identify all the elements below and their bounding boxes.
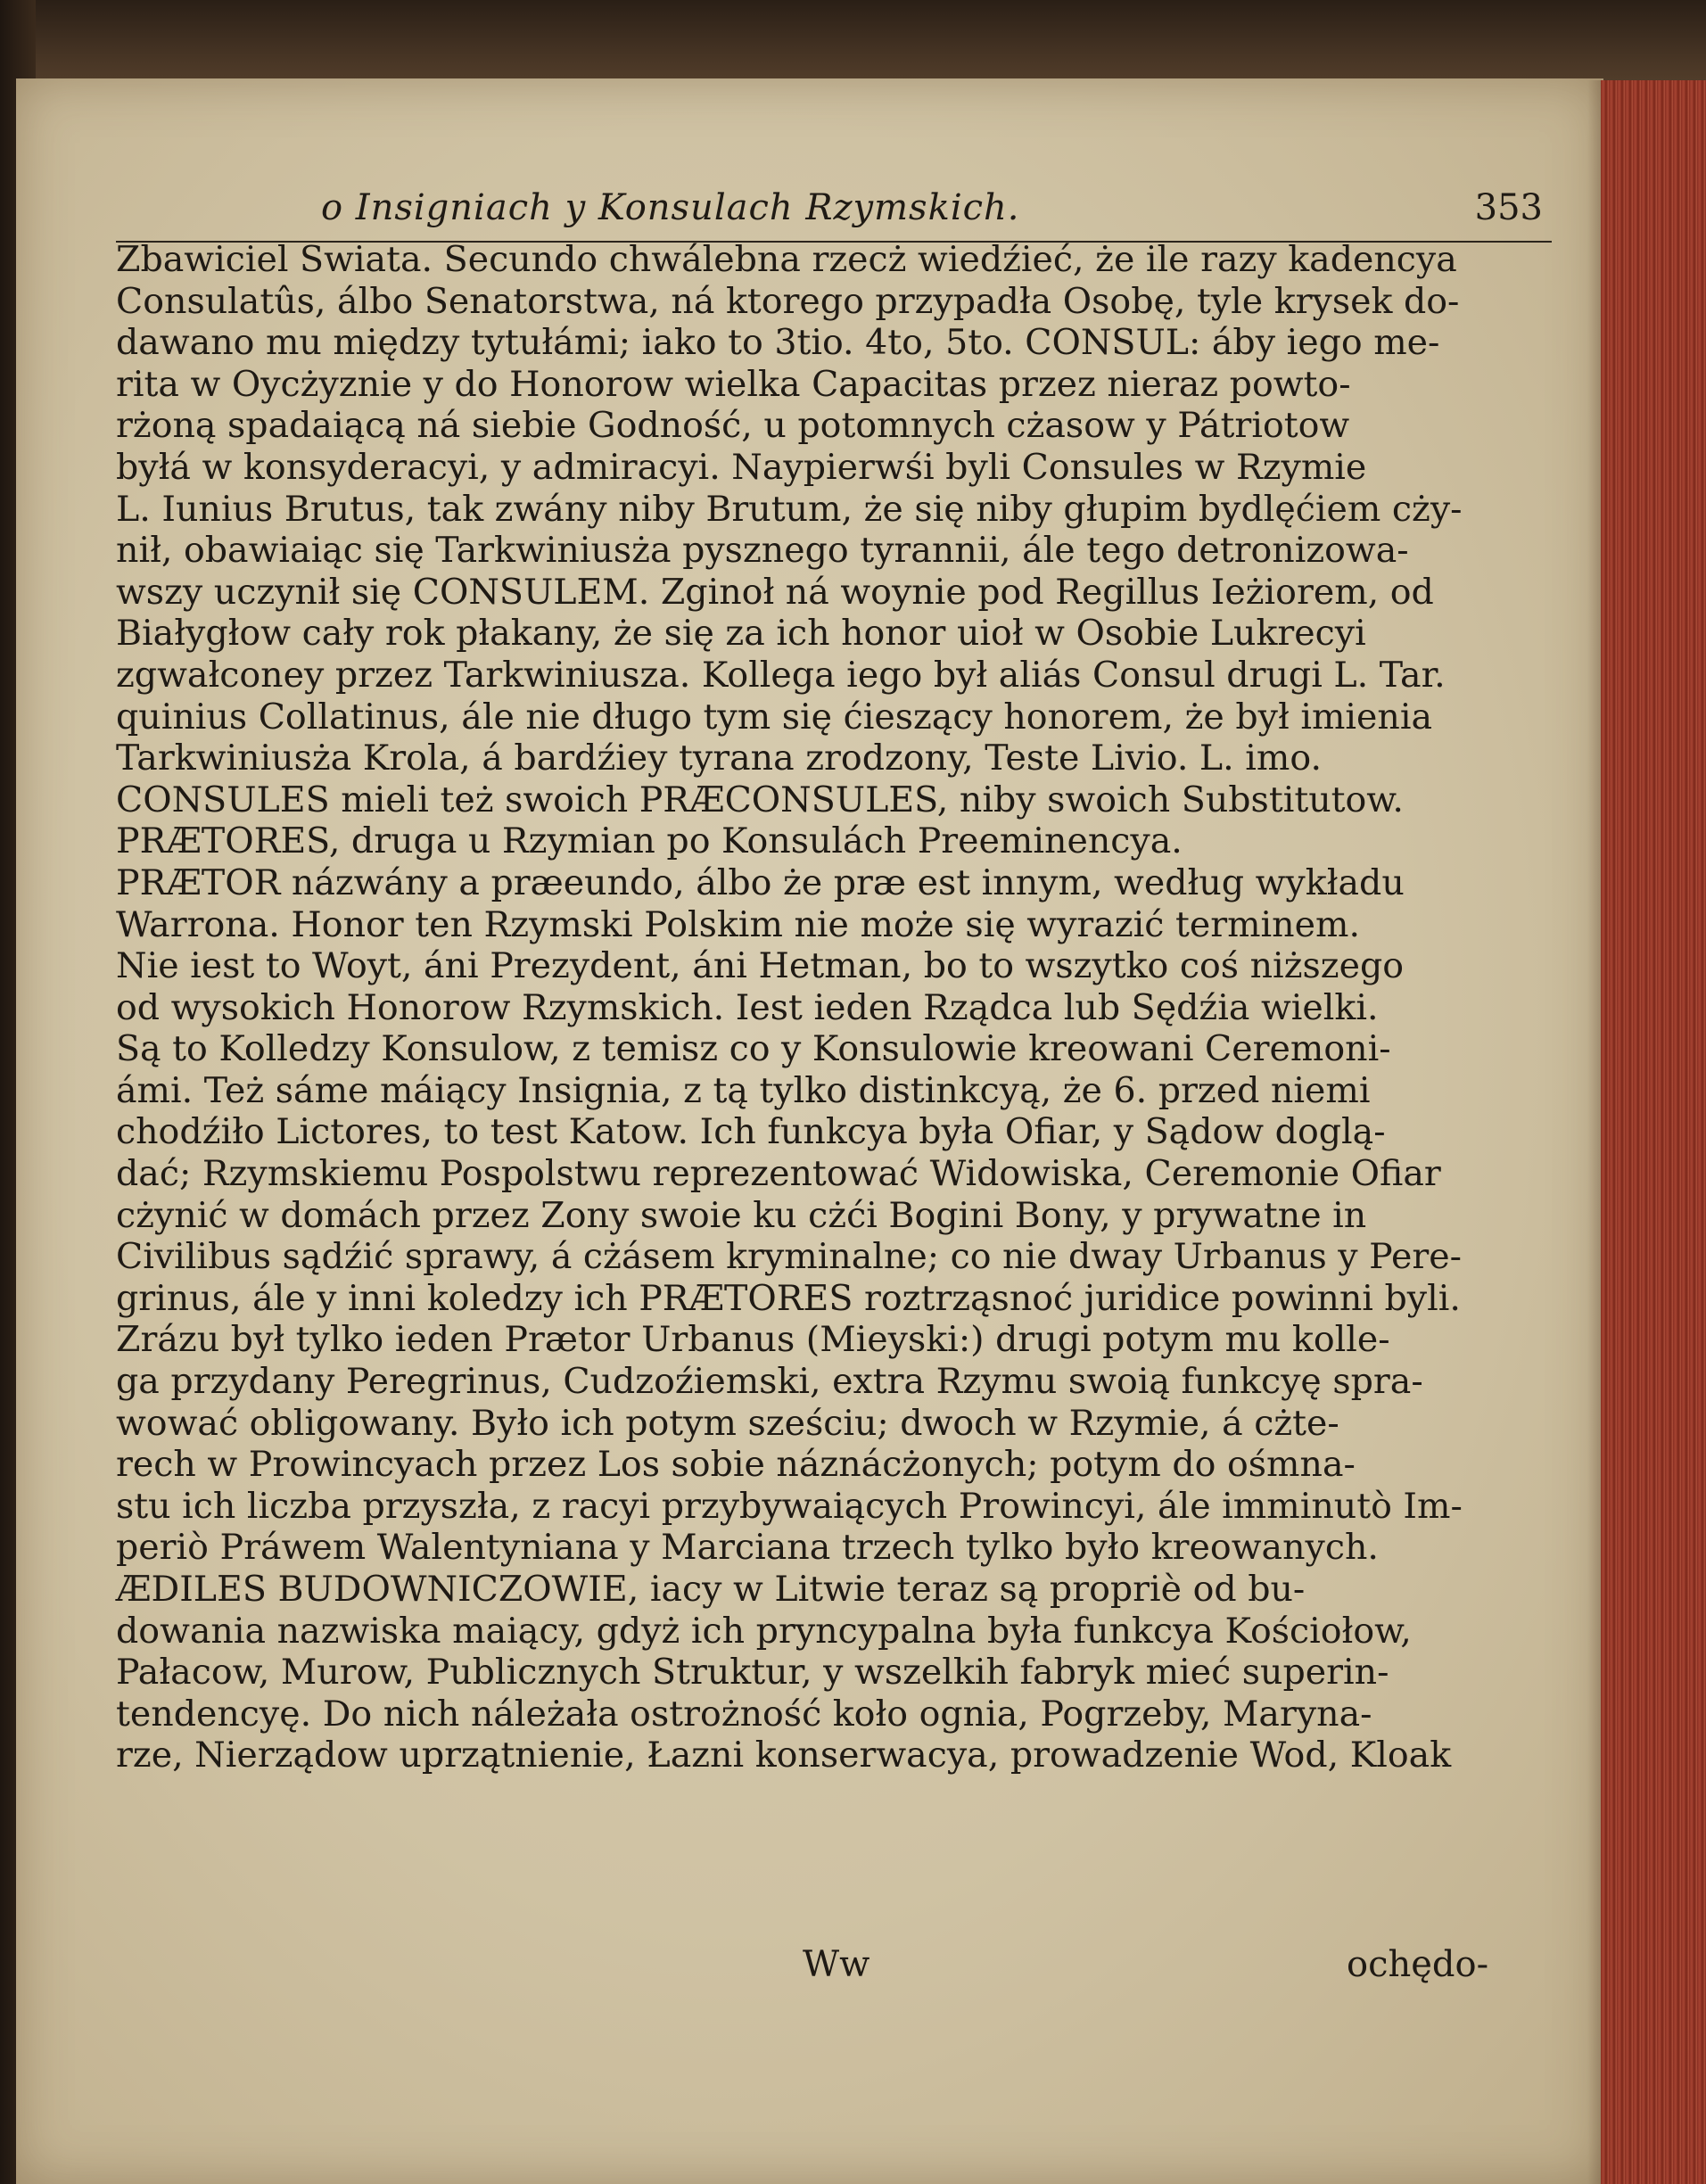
text-line: ga przydany Peregrinus, Cudzoźiemski, extra Rzymu swoią funkcyę spra- [116,1361,1423,1403]
text-line: CONSULES mieli też swoich PRÆCONSULES, niby swoich Substitutow. [116,779,1404,820]
text-line: zgwałconey przez Tarkwiniusza. Kollega iego był aliás Consul drugi L. Tar. [116,654,1446,696]
running-title: o Insigniach y Konsulach Rzymskich. [321,187,1020,228]
page-header [116,187,1552,243]
text-line: PRÆTOR názwány a præeundo, álbo że præ est innym, według wykładu [116,861,1405,903]
text-line: chodźiło Lictores, to test Katow. Ich funkcya była Ofiar, y Sądow doglą- [116,1111,1386,1153]
text-line: stu ich liczba przyszła, z racyi przybywaiących Prowincyi, ále imminutò Im- [116,1485,1463,1527]
text-line: dowania nazwiska maiący, gdyż ich pryncypalna była funkcya Kościołow, [116,1610,1412,1652]
red-page-edges [1601,80,1706,2184]
text-line: ámi. Też sáme máiący Insignia, z tą tylko distinkcyą, że 6. przed niemi [116,1069,1371,1111]
text-line: rita w Oycżyznie y do Honorow wielka Capacitas przez nieraz powto- [116,363,1351,405]
text-line: ÆDILES BUDOWNICZOWIE, iacy w Litwie teraz są propriè od bu- [116,1569,1306,1610]
body-text [116,239,1552,1776]
text-line: cżynić w domách przez Zony swoie ku cżći Bogini Bony, y prywatne in [116,1194,1367,1236]
text-line: nił, obawiaiąc się Tarkwiniusża pysznego tyrannii, ále tego detronizowa- [116,530,1409,572]
text-line: Civilibus sądźić sprawy, á cżásem kryminalne; co nie dway Urbanus y Pere- [116,1236,1462,1278]
text-line: Zbawiciel Swiata. Secundo chwálebna rzecż wiedźieć, że ile razy kadencya [116,239,1457,280]
text-line: Białygłow cały rok płakany, że się za ich honor uioł w Osobie Lukrecyi [116,613,1366,655]
page-number: 353 [1474,187,1543,228]
text-line: Warrona. Honor ten Rzymski Polskim nie może się wyrazić terminem. [116,903,1360,945]
signature-mark: Ww [803,1944,870,1985]
text-line: Tarkwiniusża Krola, á bardźiey tyrana zrodzony, Teste Livio. L. imo. [116,738,1323,779]
text-line: tendencyę. Do nich náleżała ostrożność koło ognia, Pogrzeby, Maryna- [116,1693,1372,1735]
catchword: ochędo- [1347,1944,1489,1985]
text-line: L. Iunius Brutus, tak zwány niby Brutum, że się niby głupim bydlęćiem cży- [116,488,1463,530]
text-line: grinus, ále y inni koledzy ich PRÆTORES roztrząsnoć juridice powinni byli. [116,1277,1461,1319]
text-line: Consulatûs, álbo Senatorstwa, ná ktorego przypadła Osobę, tyle krysek do- [116,280,1460,322]
text-line: Nie iest to Woyt, áni Prezydent, áni Hetman, bo to wszytko coś niższego [116,945,1405,987]
text-line: dawano mu między tytułámi; iako to 3tio. 4to, 5to. CONSUL: áby iego me- [116,322,1440,364]
text-line: rze, Nierządow uprzątnienie, Łazni konserwacya, prowadzenie Wod, Kloak [116,1735,1452,1776]
text-line: rech w Prowincyach przez Los sobie náznácżonych; potym do ośmna- [116,1444,1356,1486]
text-line: PRÆTORES, druga u Rzymian po Konsulách Preeminencya. [116,820,1183,862]
text-line: od wysokich Honorow Rzymskich. Iest ieden Rządca lub Sędźia wielki. [116,986,1379,1028]
text-line: quinius Collatinus, ále nie długo tym się ćieszący honorem, że był imienia [116,696,1433,738]
text-line: Są to Kolledzy Konsulow, z temisz co y Konsulowie kreowani Ceremoni- [116,1028,1391,1070]
text-line: rżoną spadaiącą ná siebie Godność, u potomnych cżasow y Pátriotow [116,405,1350,447]
text-line: dać; Rzymskiemu Pospolstwu reprezentować Widowiska, Ceremonie Ofiar [116,1153,1441,1195]
text-line: Pałacow, Murow, Publicznych Struktur, y wszelkih fabryk mieć superin- [116,1652,1389,1694]
text-line: periò Práwem Walentyniana y Marciana trzech tylko było kreowanych. [116,1527,1379,1569]
text-line: Zrázu był tylko ieden Prætor Urbanus (Mieyski:) drugi potym mu kolle- [116,1319,1390,1361]
text-line: wszy uczynił się CONSULEM. Zginoł ná woynie pod Regillus Ieżiorem, od [116,571,1434,613]
text-line: byłá w konsyderacyi, y admiracyi. Naypierwśi byli Consules w Rzymie [116,446,1367,488]
text-line: wować obligowany. Było ich potym sześciu; dwoch w Rzymie, á cżte- [116,1402,1339,1444]
